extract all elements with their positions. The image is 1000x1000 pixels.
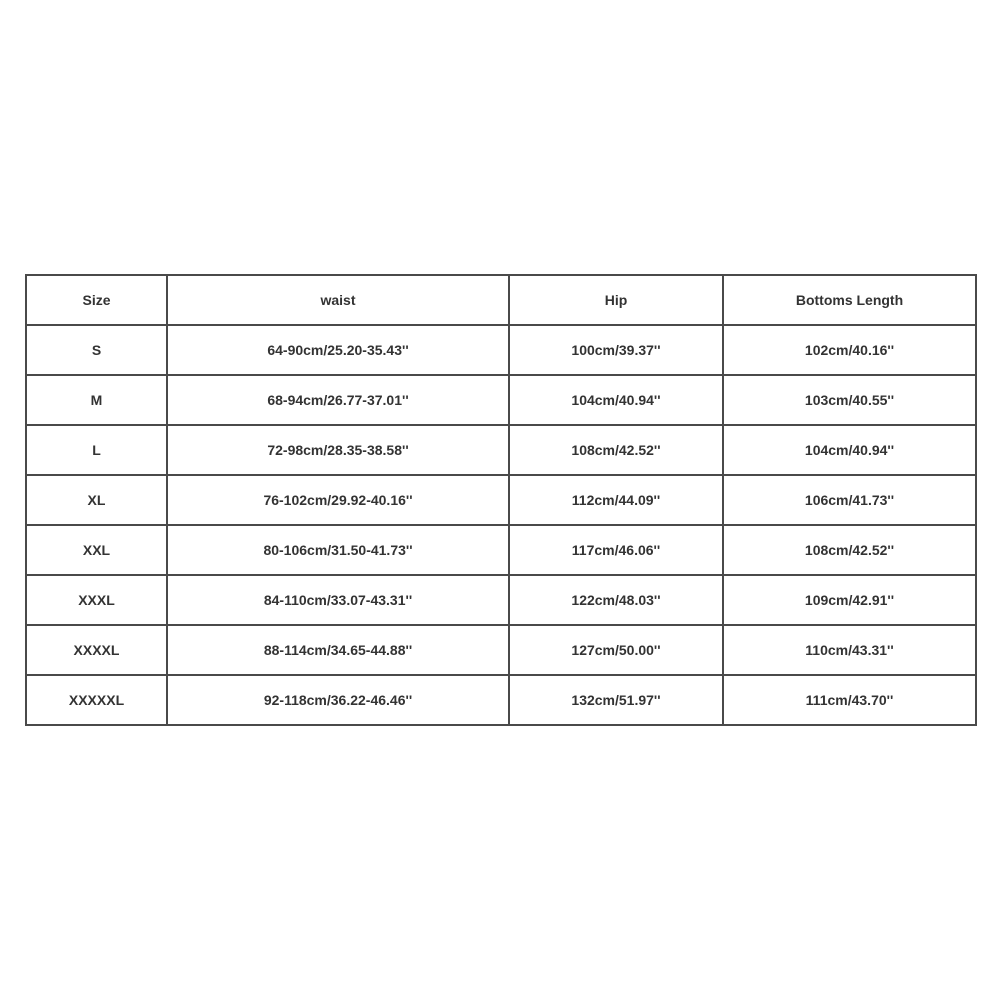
header-size: Size [26, 275, 167, 325]
cell-size: S [26, 325, 167, 375]
cell-waist: 68-94cm/26.77-37.01'' [167, 375, 509, 425]
cell-bottoms-length: 109cm/42.91'' [723, 575, 976, 625]
table-row [26, 575, 976, 625]
cell-size: XXXL [26, 575, 167, 625]
table-row [26, 625, 976, 675]
table-row [26, 475, 976, 525]
cell-hip: 122cm/48.03'' [509, 575, 723, 625]
cell-bottoms-length: 102cm/40.16'' [723, 325, 976, 375]
cell-hip: 117cm/46.06'' [509, 525, 723, 575]
table-row [26, 525, 976, 575]
cell-bottoms-length: 104cm/40.94'' [723, 425, 976, 475]
cell-size: XXL [26, 525, 167, 575]
header-waist: waist [167, 275, 509, 325]
cell-hip: 108cm/42.52'' [509, 425, 723, 475]
cell-waist: 64-90cm/25.20-35.43'' [167, 325, 509, 375]
table-row [26, 375, 976, 425]
cell-size: M [26, 375, 167, 425]
cell-hip: 100cm/39.37'' [509, 325, 723, 375]
cell-hip: 112cm/44.09'' [509, 475, 723, 525]
table-row [26, 325, 976, 375]
table-row [26, 675, 976, 725]
cell-bottoms-length: 108cm/42.52'' [723, 525, 976, 575]
cell-waist: 76-102cm/29.92-40.16'' [167, 475, 509, 525]
cell-size: XXXXL [26, 625, 167, 675]
cell-bottoms-length: 111cm/43.70'' [723, 675, 976, 725]
cell-size: XL [26, 475, 167, 525]
header-row [26, 275, 976, 325]
cell-bottoms-length: 110cm/43.31'' [723, 625, 976, 675]
cell-waist: 72-98cm/28.35-38.58'' [167, 425, 509, 475]
cell-size: L [26, 425, 167, 475]
cell-waist: 80-106cm/31.50-41.73'' [167, 525, 509, 575]
size-chart-table [25, 274, 977, 726]
header-hip: Hip [509, 275, 723, 325]
cell-hip: 132cm/51.97'' [509, 675, 723, 725]
cell-waist: 92-118cm/36.22-46.46'' [167, 675, 509, 725]
cell-hip: 127cm/50.00'' [509, 625, 723, 675]
cell-bottoms-length: 103cm/40.55'' [723, 375, 976, 425]
cell-waist: 88-114cm/34.65-44.88'' [167, 625, 509, 675]
cell-hip: 104cm/40.94'' [509, 375, 723, 425]
cell-waist: 84-110cm/33.07-43.31'' [167, 575, 509, 625]
cell-bottoms-length: 106cm/41.73'' [723, 475, 976, 525]
header-bottoms-length: Bottoms Length [723, 275, 976, 325]
table-row [26, 425, 976, 475]
cell-size: XXXXXL [26, 675, 167, 725]
